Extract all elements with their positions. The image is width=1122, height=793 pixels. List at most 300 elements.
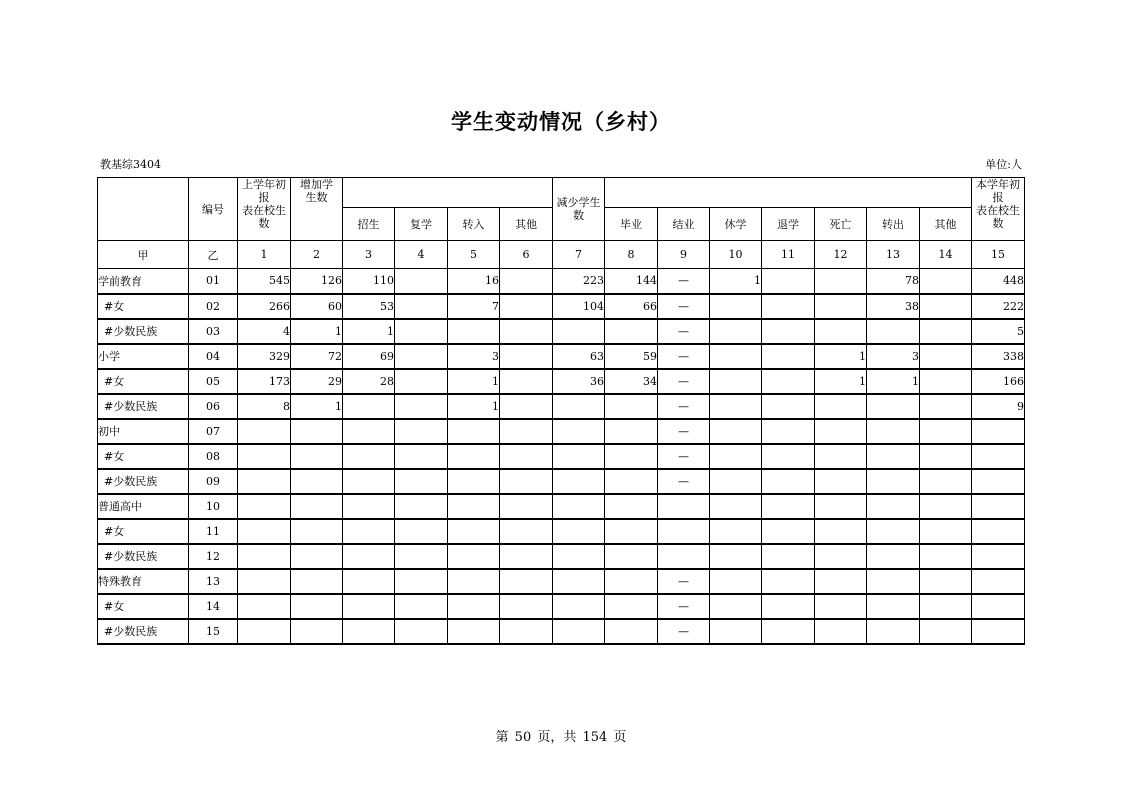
header-decrease-sub-3: 退学 — [762, 208, 815, 241]
table-cell: 72 — [291, 344, 343, 369]
table-row — [98, 594, 1025, 619]
row-label: #女 — [98, 369, 189, 394]
table-row — [98, 519, 1025, 544]
header-decrease-sub-2: 休学 — [710, 208, 762, 241]
column-index-13: 12 — [815, 241, 867, 269]
table-cell — [815, 494, 867, 519]
table-cell: 60 — [291, 294, 343, 319]
table-cell — [972, 619, 1025, 644]
table-cell: 3 — [448, 344, 500, 369]
header-decrease-group — [605, 178, 972, 208]
header-increase-total: 增加学生数 — [291, 178, 343, 241]
header-decrease-sub-5: 转出 — [867, 208, 920, 241]
row-label: #女 — [98, 594, 189, 619]
table-cell — [605, 619, 658, 644]
table-cell — [238, 594, 291, 619]
table-cell — [500, 444, 553, 469]
column-index-8: 7 — [553, 241, 605, 269]
table-cell — [762, 569, 815, 594]
table-cell — [867, 319, 920, 344]
table-cell — [500, 594, 553, 619]
table-cell — [762, 394, 815, 419]
table-cell: 448 — [972, 269, 1025, 294]
table-cell — [500, 269, 553, 294]
row-code: 03 — [189, 319, 238, 344]
table-cell — [500, 294, 553, 319]
table-cell — [395, 269, 448, 294]
table-cell — [395, 494, 448, 519]
table-cell: — — [658, 319, 710, 344]
table-cell: 173 — [238, 369, 291, 394]
column-index-10: 9 — [658, 241, 710, 269]
table-cell: — — [658, 619, 710, 644]
table-cell: 3 — [867, 344, 920, 369]
row-label: 普通高中 — [98, 494, 189, 519]
header-decrease-total: 减少学生数 — [553, 178, 605, 241]
table-cell — [343, 544, 395, 569]
table-cell — [291, 544, 343, 569]
table-cell — [605, 319, 658, 344]
table-cell — [920, 569, 972, 594]
header-decrease-sub-1: 结业 — [658, 208, 710, 241]
table-cell — [605, 494, 658, 519]
table-cell: 9 — [972, 394, 1025, 419]
table-row — [98, 494, 1025, 519]
table-cell — [343, 619, 395, 644]
page-footer: 第 50 页，共 154 页 — [495, 730, 627, 745]
table-cell: 166 — [972, 369, 1025, 394]
table-cell — [710, 369, 762, 394]
header-increase-sub-3: 其他 — [500, 208, 553, 241]
table-cell — [291, 469, 343, 494]
table-cell: 329 — [238, 344, 291, 369]
table-cell — [343, 444, 395, 469]
table-cell — [972, 469, 1025, 494]
table-cell — [553, 519, 605, 544]
table-cell: — — [658, 419, 710, 444]
table-cell — [448, 619, 500, 644]
row-label: #少数民族 — [98, 619, 189, 644]
table-cell — [343, 469, 395, 494]
table-cell: 222 — [972, 294, 1025, 319]
student-change-table — [97, 177, 1025, 645]
row-code: 07 — [189, 419, 238, 444]
table-cell — [920, 619, 972, 644]
row-label: #女 — [98, 519, 189, 544]
table-cell: — — [658, 269, 710, 294]
table-row — [98, 344, 1025, 369]
table-cell — [710, 544, 762, 569]
table-cell — [343, 594, 395, 619]
row-code: 06 — [189, 394, 238, 419]
table-row — [98, 269, 1025, 294]
table-cell — [815, 469, 867, 494]
table-cell — [395, 569, 448, 594]
row-label: #少数民族 — [98, 469, 189, 494]
table-cell — [972, 594, 1025, 619]
header-start-count-text: 上学年初报 表在校生数 — [242, 178, 286, 230]
corner-header-cell — [98, 178, 189, 241]
table-cell — [920, 494, 972, 519]
table-cell — [815, 294, 867, 319]
table-cell — [395, 619, 448, 644]
column-index-0: 甲 — [98, 241, 189, 269]
column-index-2: 1 — [238, 241, 291, 269]
table-cell: 38 — [867, 294, 920, 319]
column-index-11: 10 — [710, 241, 762, 269]
table-cell — [972, 569, 1025, 594]
table-cell — [710, 594, 762, 619]
table-cell — [867, 469, 920, 494]
header-decrease-sub-6: 其他 — [920, 208, 972, 241]
table-cell — [815, 394, 867, 419]
table-cell: — — [658, 469, 710, 494]
table-cell: 53 — [343, 294, 395, 319]
row-label: 初中 — [98, 419, 189, 444]
table-cell — [920, 419, 972, 444]
table-cell — [710, 394, 762, 419]
table-cell — [605, 569, 658, 594]
table-cell — [448, 469, 500, 494]
table-cell — [395, 319, 448, 344]
table-row — [98, 294, 1025, 319]
row-code: 08 — [189, 444, 238, 469]
row-code: 04 — [189, 344, 238, 369]
table-cell: 36 — [553, 369, 605, 394]
row-code: 11 — [189, 519, 238, 544]
table-cell — [710, 494, 762, 519]
table-cell — [605, 519, 658, 544]
table-cell: 266 — [238, 294, 291, 319]
table-cell — [500, 419, 553, 444]
table-cell — [500, 544, 553, 569]
form-code: 教基综3404 — [100, 158, 161, 171]
table-cell — [291, 594, 343, 619]
row-label: #少数民族 — [98, 319, 189, 344]
table-cell — [658, 544, 710, 569]
table-cell — [343, 394, 395, 419]
header-decrease-sub-0: 毕业 — [605, 208, 658, 241]
column-index-4: 3 — [343, 241, 395, 269]
table-cell — [395, 444, 448, 469]
row-label: 学前教育 — [98, 269, 189, 294]
table-cell — [710, 294, 762, 319]
row-label: #少数民族 — [98, 544, 189, 569]
table-cell — [448, 419, 500, 444]
table-cell — [920, 544, 972, 569]
table-row — [98, 469, 1025, 494]
table-cell: 338 — [972, 344, 1025, 369]
column-index-14: 13 — [867, 241, 920, 269]
table-cell — [972, 419, 1025, 444]
table-cell — [815, 319, 867, 344]
table-cell — [815, 419, 867, 444]
table-cell: 1 — [291, 394, 343, 419]
table-cell — [710, 569, 762, 594]
table-cell — [343, 419, 395, 444]
header-decrease-sub-4: 死亡 — [815, 208, 867, 241]
table-cell — [343, 569, 395, 594]
table-cell — [500, 519, 553, 544]
table-cell — [395, 519, 448, 544]
table-row — [98, 444, 1025, 469]
table-cell — [710, 469, 762, 494]
table-cell: 63 — [553, 344, 605, 369]
table-cell: — — [658, 369, 710, 394]
table-cell — [448, 519, 500, 544]
table-cell — [815, 594, 867, 619]
table-cell: 29 — [291, 369, 343, 394]
table-cell: 104 — [553, 294, 605, 319]
table-cell: — — [658, 294, 710, 319]
table-cell — [658, 519, 710, 544]
table-cell: 1 — [710, 269, 762, 294]
table-cell: 34 — [605, 369, 658, 394]
row-code: 10 — [189, 494, 238, 519]
table-cell — [762, 444, 815, 469]
column-index-9: 8 — [605, 241, 658, 269]
table-cell — [448, 594, 500, 619]
table-cell — [395, 419, 448, 444]
table-cell — [762, 419, 815, 444]
column-index-12: 11 — [762, 241, 815, 269]
table-cell — [710, 619, 762, 644]
table-cell: 78 — [867, 269, 920, 294]
table-cell — [762, 594, 815, 619]
header-start-count — [238, 178, 291, 241]
table-cell — [500, 394, 553, 419]
table-cell — [395, 394, 448, 419]
table-row — [98, 319, 1025, 344]
table-cell — [291, 619, 343, 644]
table-cell: 69 — [343, 344, 395, 369]
table-cell — [815, 569, 867, 594]
table-cell — [658, 494, 710, 519]
table-row — [98, 394, 1025, 419]
table-cell — [867, 569, 920, 594]
row-code: 12 — [189, 544, 238, 569]
table-cell: 28 — [343, 369, 395, 394]
table-cell — [238, 619, 291, 644]
table-cell — [553, 494, 605, 519]
row-code: 13 — [189, 569, 238, 594]
table-cell: 4 — [238, 319, 291, 344]
table-cell — [448, 319, 500, 344]
table-cell: 1 — [291, 319, 343, 344]
table-cell: — — [658, 569, 710, 594]
table-cell — [291, 494, 343, 519]
table-cell — [762, 294, 815, 319]
table-cell — [553, 394, 605, 419]
table-cell — [238, 569, 291, 594]
table-cell — [867, 544, 920, 569]
row-label: #女 — [98, 444, 189, 469]
table-cell — [867, 594, 920, 619]
table-cell: 126 — [291, 269, 343, 294]
table-cell — [920, 319, 972, 344]
row-code: 09 — [189, 469, 238, 494]
table-cell — [395, 594, 448, 619]
table-cell: 1 — [867, 369, 920, 394]
table-cell — [762, 269, 815, 294]
table-cell — [762, 494, 815, 519]
table-cell — [291, 519, 343, 544]
table-row — [98, 544, 1025, 569]
table-row — [98, 619, 1025, 644]
table-cell — [500, 469, 553, 494]
table-cell: 59 — [605, 344, 658, 369]
table-cell — [238, 494, 291, 519]
table-row — [98, 369, 1025, 394]
table-cell — [920, 369, 972, 394]
table-cell — [972, 544, 1025, 569]
table-cell — [395, 344, 448, 369]
table-cell — [920, 269, 972, 294]
table-cell — [762, 519, 815, 544]
column-index-1: 乙 — [189, 241, 238, 269]
table-cell — [238, 544, 291, 569]
table-cell — [343, 519, 395, 544]
table-cell — [395, 469, 448, 494]
table-cell: — — [658, 594, 710, 619]
header-code: 编号 — [189, 178, 238, 241]
table-cell: 7 — [448, 294, 500, 319]
table-cell — [448, 569, 500, 594]
table-cell — [920, 519, 972, 544]
row-code: 01 — [189, 269, 238, 294]
table-cell — [553, 444, 605, 469]
table-cell — [867, 619, 920, 644]
table-cell — [605, 544, 658, 569]
table-cell — [815, 269, 867, 294]
table-cell — [291, 444, 343, 469]
table-cell: 110 — [343, 269, 395, 294]
table-cell — [867, 519, 920, 544]
header-end-count-text: 本学年初报 表在校生数 — [976, 178, 1021, 230]
table-cell — [972, 444, 1025, 469]
header-increase-sub-2: 转入 — [448, 208, 500, 241]
table-cell — [553, 469, 605, 494]
table-cell — [920, 344, 972, 369]
table-cell — [710, 344, 762, 369]
header-increase-group — [343, 178, 553, 208]
column-index-7: 6 — [500, 241, 553, 269]
table-cell — [395, 369, 448, 394]
table-cell — [972, 519, 1025, 544]
table-cell — [762, 369, 815, 394]
table-cell — [920, 394, 972, 419]
table-cell — [867, 444, 920, 469]
table-cell — [605, 594, 658, 619]
row-label: #女 — [98, 294, 189, 319]
table-cell — [815, 544, 867, 569]
table-cell — [867, 394, 920, 419]
header-end-count — [972, 178, 1025, 241]
table-cell — [762, 619, 815, 644]
table-cell — [815, 519, 867, 544]
table-cell — [291, 419, 343, 444]
column-index-16: 15 — [972, 241, 1025, 269]
table-cell — [710, 519, 762, 544]
column-index-15: 14 — [920, 241, 972, 269]
table-cell — [291, 569, 343, 594]
table-cell — [710, 419, 762, 444]
table-cell — [762, 544, 815, 569]
table-cell: 5 — [972, 319, 1025, 344]
row-code: 14 — [189, 594, 238, 619]
unit-label: 单位:人 — [985, 158, 1022, 171]
table-cell — [448, 494, 500, 519]
row-code: 02 — [189, 294, 238, 319]
table-cell: 1 — [343, 319, 395, 344]
table-cell — [238, 469, 291, 494]
table-cell — [762, 344, 815, 369]
table-cell: — — [658, 344, 710, 369]
table-cell — [448, 444, 500, 469]
table-cell — [762, 469, 815, 494]
row-code: 15 — [189, 619, 238, 644]
table-cell — [395, 294, 448, 319]
table-cell: 1 — [448, 394, 500, 419]
table-cell: 1 — [815, 344, 867, 369]
table-cell: 66 — [605, 294, 658, 319]
row-code: 05 — [189, 369, 238, 394]
table-cell — [553, 619, 605, 644]
table-cell — [605, 419, 658, 444]
table-cell — [920, 469, 972, 494]
table-cell — [710, 444, 762, 469]
table-cell — [972, 494, 1025, 519]
table-cell: 1 — [448, 369, 500, 394]
column-index-6: 5 — [448, 241, 500, 269]
table-cell — [710, 319, 762, 344]
table-cell — [500, 569, 553, 594]
table-cell — [920, 294, 972, 319]
table-cell — [238, 519, 291, 544]
table-cell: — — [658, 394, 710, 419]
table-row — [98, 569, 1025, 594]
header-increase-sub-1: 复学 — [395, 208, 448, 241]
row-label: #少数民族 — [98, 394, 189, 419]
table-cell: 16 — [448, 269, 500, 294]
table-cell — [500, 369, 553, 394]
table-cell: 545 — [238, 269, 291, 294]
table-cell: — — [658, 444, 710, 469]
table-cell — [815, 444, 867, 469]
table-cell — [238, 419, 291, 444]
table-cell — [553, 569, 605, 594]
table-cell — [605, 394, 658, 419]
table-cell — [500, 619, 553, 644]
row-label: 特殊教育 — [98, 569, 189, 594]
table-cell: 144 — [605, 269, 658, 294]
table-cell — [500, 319, 553, 344]
table-cell: 223 — [553, 269, 605, 294]
page-title: 学生变动情况（乡村） — [451, 110, 671, 134]
table-cell — [605, 469, 658, 494]
table-cell — [448, 544, 500, 569]
table-cell — [500, 344, 553, 369]
table-cell — [605, 444, 658, 469]
table-cell: 1 — [815, 369, 867, 394]
table-cell: 8 — [238, 394, 291, 419]
table-cell — [920, 594, 972, 619]
row-label: 小学 — [98, 344, 189, 369]
table-cell — [395, 544, 448, 569]
table-cell — [867, 419, 920, 444]
table-cell — [815, 619, 867, 644]
header-increase-sub-0: 招生 — [343, 208, 395, 241]
